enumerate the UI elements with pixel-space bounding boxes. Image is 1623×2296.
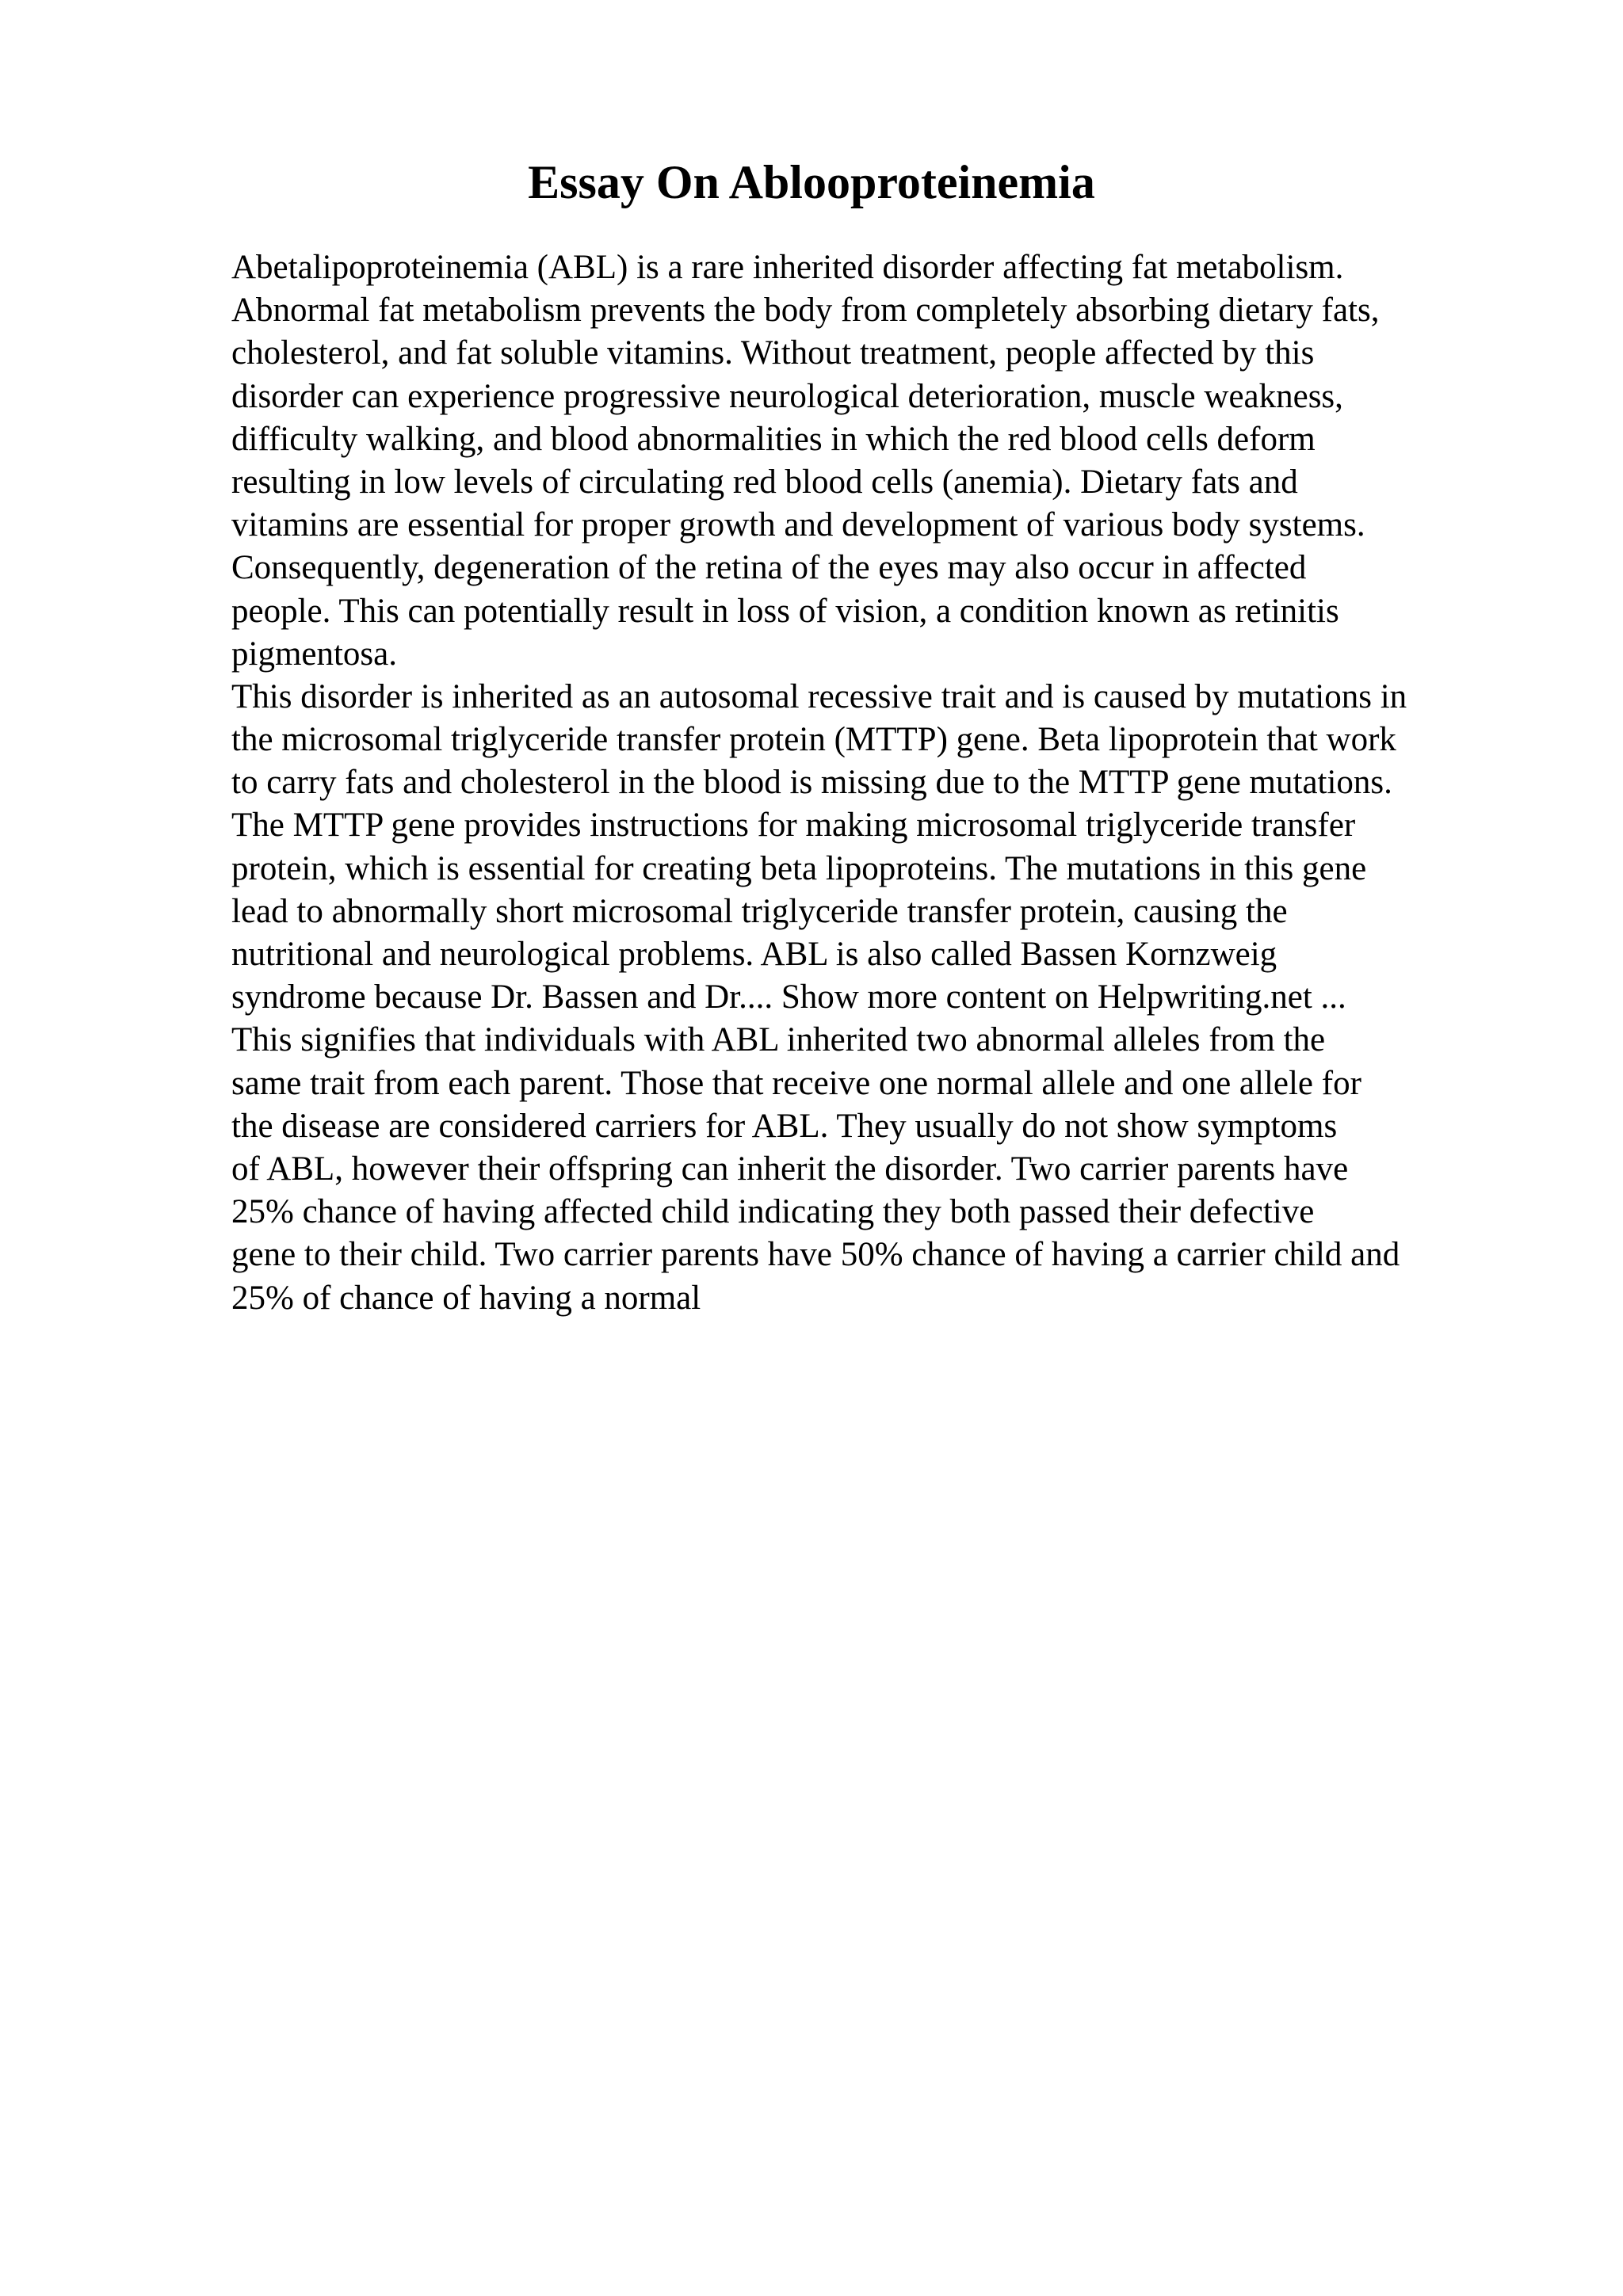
document-title: Essay On Ablooproteinemia (528, 156, 1095, 208)
body-line: pigmentosa. (231, 635, 397, 673)
body-line: gene to their child. Two carrier parents have 50% chance of having a carrier child and (231, 1236, 1400, 1274)
body-line: lead to abnormally short microsomal triglyceride transfer protein, causing the (231, 892, 1288, 930)
body-line: the microsomal triglyceride transfer protein (MTTP) gene. Beta lipoprotein that work (231, 721, 1396, 759)
body-line: Consequently, degeneration of the retina of the eyes may also occur in affected (231, 549, 1307, 587)
body-line: the disease are considered carriers for ABL. They usually do not show symptoms (231, 1107, 1338, 1145)
body-line: cholesterol, and fat soluble vitamins. Without treatment, people affected by this (231, 334, 1315, 372)
body-line: nutritional and neurological problems. ABL is also called Bassen Kornzweig (231, 936, 1277, 973)
body-line: vitamins are essential for proper growth and development of various body systems. (231, 506, 1365, 544)
body-line: syndrome because Dr. Bassen and Dr.... Show more content on Helpwriting.net ... (231, 978, 1346, 1016)
body-line: Abnormal fat metabolism prevents the body from completely absorbing dietary fats, (231, 292, 1380, 330)
document-body (231, 246, 1531, 1320)
body-line: disorder can experience progressive neurological deterioration, muscle weakness, (231, 377, 1343, 415)
body-line: 25% chance of having affected child indicating they both passed their defective (231, 1193, 1315, 1231)
body-line: resulting in low levels of circulating red blood cells (anemia). Dietary fats and (231, 463, 1298, 501)
body-line: 25% of chance of having a normal (231, 1279, 701, 1317)
body-line: of ABL, however their offspring can inherit the disorder. Two carrier parents have (231, 1150, 1349, 1188)
body-line: The MTTP gene provides instructions for making microsomal triglyceride transfer (231, 807, 1356, 845)
body-line: same trait from each parent. Those that receive one normal allele and one allele for (231, 1064, 1361, 1102)
body-line: people. This can potentially result in loss of vision, a condition known as retinitis (231, 592, 1339, 630)
body-line: This disorder is inherited as an autosomal recessive trait and is caused by mutations in (231, 677, 1407, 715)
body-line: protein, which is essential for creating beta lipoproteins. The mutations in this gene (231, 849, 1367, 887)
body-line: to carry fats and cholesterol in the blood is missing due to the MTTP gene mutations. (231, 764, 1392, 802)
body-line: This signifies that individuals with ABL inherited two abnormal alleles from the (231, 1021, 1326, 1059)
body-line: difficulty walking, and blood abnormalities in which the red blood cells deform (231, 420, 1316, 458)
body-line: Abetalipoproteinemia (ABL) is a rare inherited disorder affecting fat metabolism. (231, 249, 1344, 286)
